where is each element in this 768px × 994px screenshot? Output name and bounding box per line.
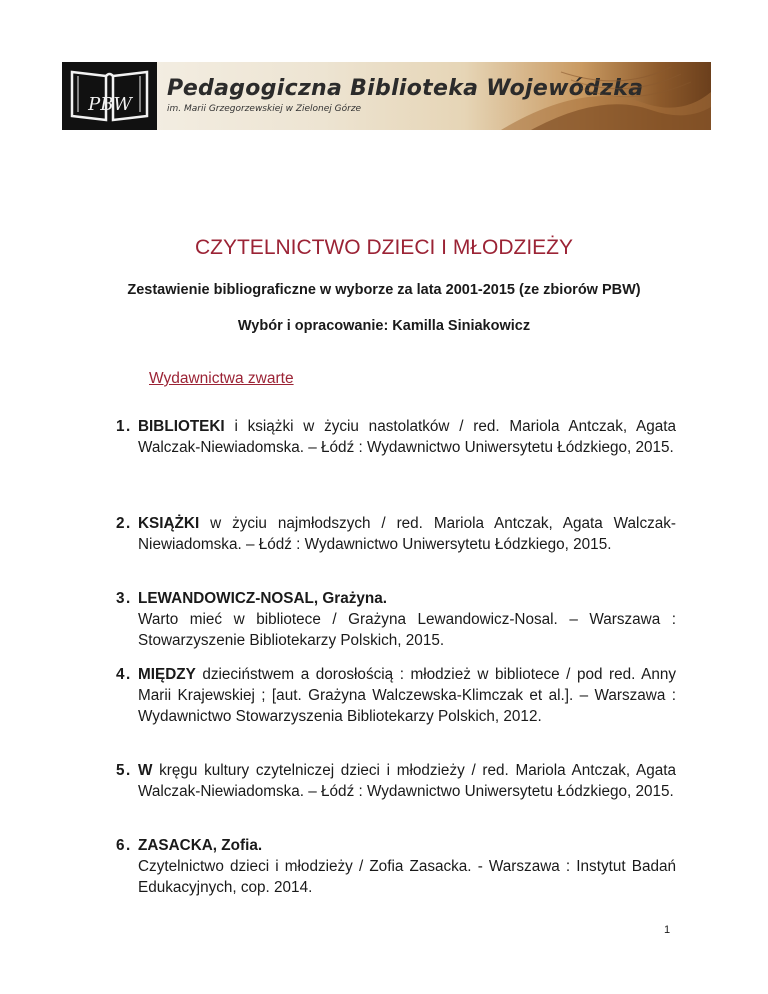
document-title: CZYTELNICTWO DZIECI I MŁODZIEŻY xyxy=(194,236,573,259)
entry-text: Czytelnictwo dzieci i młodzieży / Zofia Zasacka. - Warszawa : Instytut Badań Edukacyjnych, cop. 2014. xyxy=(138,858,676,896)
entry-text: Warto mieć w bibliotece / Grażyna Lewandowicz-Nosal. – Warszawa : Stowarzyszenie Bibliotekarzy Polskich, 2015. xyxy=(138,611,676,649)
entry-lead: LEWANDOWICZ-NOSAL, Grażyna. xyxy=(138,590,388,607)
bibliography-entry xyxy=(116,835,676,898)
entry-lead: ZASACKA, Zofia. xyxy=(138,837,263,854)
entry-text: kręgu kultury czytelniczej dzieci i młodzieży / red. Mariola Antczak, Agata Walczak-Niewiadomska. – Łódź : Wydawnictwo Uniwersytetu Łódzkiego, 2015. xyxy=(138,762,676,800)
entry-lead: KSIĄŻKI xyxy=(138,515,200,532)
library-banner xyxy=(62,62,711,130)
entry-lead: W xyxy=(138,762,153,779)
entry-lead: BIBLIOTEKI xyxy=(138,418,225,435)
open-book-logo-icon xyxy=(62,62,157,130)
entry-text: w życiu najmłodszych / red. Mariola Antczak, Agata Walczak-Niewiadomska. – Łódź : Wydawnictwo Uniwersytetu Łódzkiego, 2015. xyxy=(138,515,676,553)
entry-number: 2. xyxy=(116,515,132,532)
library-subtitle: im. Marii Grzegorzewskiej w Zielonej Górze xyxy=(167,104,362,114)
bibliography-entry xyxy=(116,513,676,555)
document-subtitle: Zestawienie bibliograficzne w wyborze za lata 2001-2015 (ze zbiorów PBW) xyxy=(127,282,641,298)
entry-number: 3. xyxy=(116,590,132,607)
bibliography-entry xyxy=(116,664,676,727)
author-line: Wybór i opracowanie: Kamilla Siniakowicz xyxy=(237,318,531,334)
section-heading: Wydawnictwa zwarte xyxy=(149,370,294,387)
entry-lead: MIĘDZY xyxy=(138,666,196,683)
library-name: Pedagogiczna Biblioteka Wojewódzka xyxy=(167,76,644,101)
logo-text: PBW xyxy=(88,94,132,115)
entry-number: 5. xyxy=(116,762,132,779)
library-logo xyxy=(62,62,157,130)
page-number: 1 xyxy=(664,924,671,936)
entry-number: 4. xyxy=(116,666,132,683)
entry-number: 6. xyxy=(116,837,132,854)
entry-text: i książki w życiu nastolatków / red. Mariola Antczak, Agata Walczak-Niewiadomska. – Łódź : Wydawnictwo Uniwersytetu Łódzkiego, 2015. xyxy=(138,418,676,456)
bibliography-entry xyxy=(116,760,676,802)
bibliography-entry xyxy=(116,588,676,651)
book-pages-image-icon xyxy=(501,62,711,130)
entry-number: 1. xyxy=(116,418,132,435)
bibliography-entry xyxy=(116,416,676,458)
entry-text: dzieciństwem a dorosłością : młodzież w bibliotece / pod red. Anny Marii Krajewskiej ; [aut. Grażyna Walczewska-Klimczak et al.]. – Warszawa : Wydawnictwo Stowarzyszenia Bibliotekarzy Polskich, 2012. xyxy=(138,666,676,725)
